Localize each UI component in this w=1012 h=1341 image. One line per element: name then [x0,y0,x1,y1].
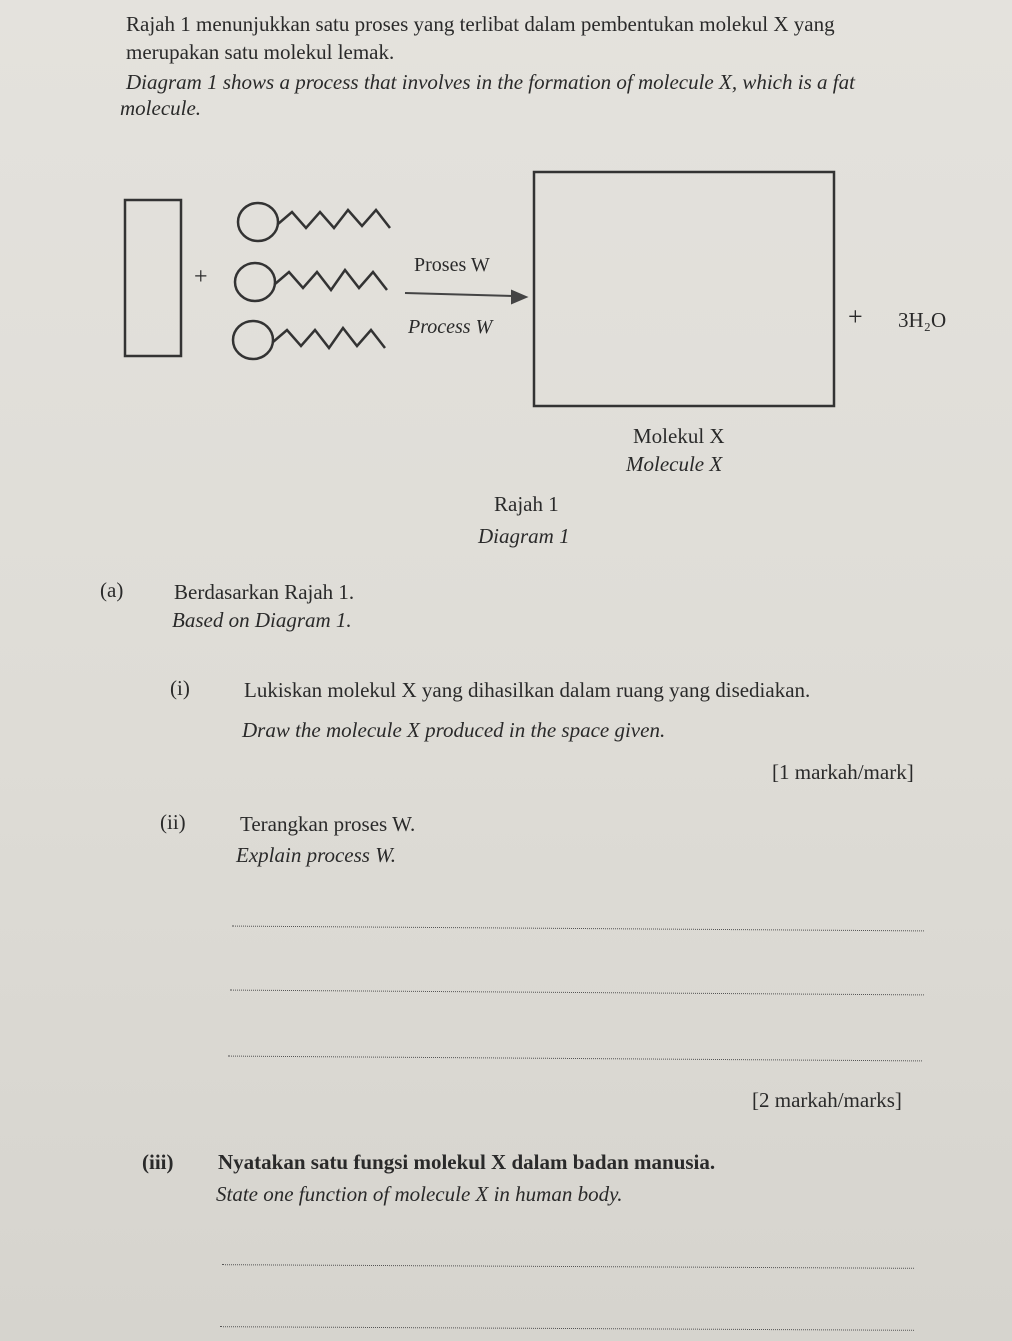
fatty-acid-3 [233,321,385,359]
fatty-acid-2 [235,263,387,301]
intro-english-line-1: Diagram 1 shows a process that involves in the formation of molecule X, which is a fat [126,70,855,94]
question-a-stem-english: Based on Diagram 1. [172,608,352,632]
part-ii-malay: Terangkan proses W. [240,812,416,836]
molecule-label-english: Molecule X [626,452,723,476]
diagram-caption-english: Diagram 1 [478,524,570,548]
part-i-malay: Lukiskan molekul X yang dihasilkan dalam ruang yang disediakan. [244,678,811,702]
glycerol-rectangle [125,200,181,356]
arrow-label-malay: Proses W [414,254,490,276]
part-i-marks: [1 markah/mark] [772,760,914,784]
part-ii-english: Explain process W. [236,843,397,867]
part-iii-number: (iii) [142,1150,174,1174]
molecule-x-answer-box [534,172,834,406]
part-iii-english: State one function of molecule X in human body. [216,1182,623,1206]
question-a-number: (a) [100,578,124,602]
intro-malay-line-1: Rajah 1 menunjukkan satu proses yang terlibat dalam pembentukan molekul X yang [126,12,835,36]
process-arrow [405,291,526,303]
molecule-label-malay: Molekul X [633,424,725,448]
plus-sign-left: + [194,264,208,290]
water-product: 3H₂O [898,308,947,332]
part-i-number: (i) [170,676,190,700]
part-i-english: Draw the molecule X produced in the space given. [242,718,666,742]
intro-malay-line-2: merupakan satu molekul lemak. [126,40,395,64]
part-ii-number: (ii) [160,810,186,834]
fatty-acid-1 [238,203,390,241]
intro-english-line-2: molecule. [120,96,202,120]
plus-sign-right: + [848,302,863,331]
part-ii-marks: [2 markah/marks] [752,1088,902,1112]
diagram-caption-malay: Rajah 1 [494,492,559,516]
question-a-stem-malay: Berdasarkan Rajah 1. [174,580,355,604]
arrow-label-english: Process W [408,316,493,338]
part-iii-malay: Nyatakan satu fungsi molekul X dalam badan manusia. [218,1150,716,1174]
